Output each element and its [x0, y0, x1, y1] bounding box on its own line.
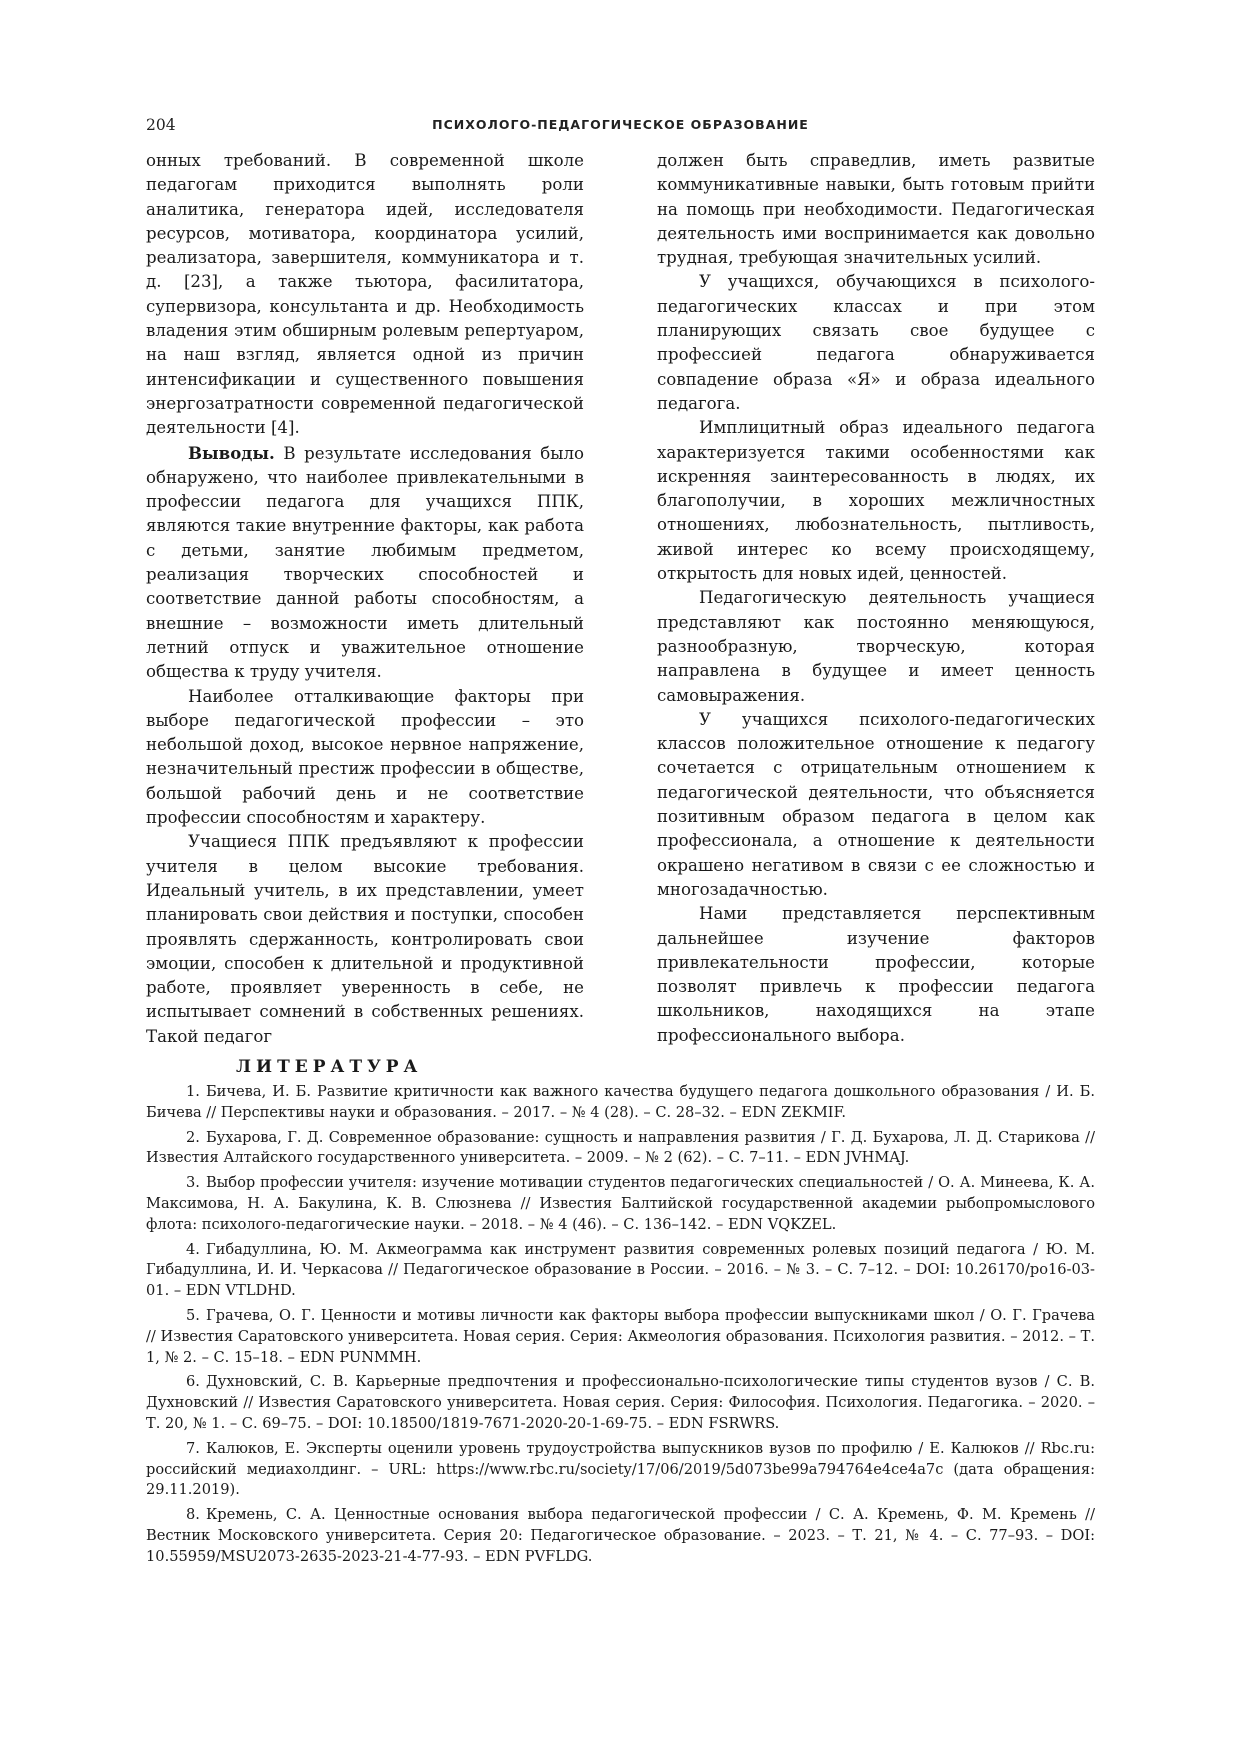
- reference-text: Грачева, О. Г. Ценности и мотивы личности как факторы выбора профессии выпускниками школ / О. Г. Грачева // Известия Саратовского университета. Новая серия. Серия: Акмеология образования. Психология развития. – 2012. – Т. 1, № 2. – С. 15–18. – EDN PUNMMH.: [146, 1306, 1095, 1366]
- reference-item: [146, 1128, 1095, 1170]
- body-text: [146, 149, 1095, 1054]
- page-number: 204: [146, 116, 176, 134]
- reference-text: Бухарова, Г. Д. Современное образование: сущность и направления развития / Г. Д. Бухарова, Л. Д. Старикова // Известия Алтайского государственного университета. – 2009. – № 2 (62). – С. 7–11. – EDN JVHMAJ.: [146, 1128, 1095, 1167]
- paragraph: должен быть справедлив, иметь развитые коммуникативные навыки, быть готовым прийти на помощь при необходимости. Педагогическая деятельность ими воспринимается как довольно трудная, требующая значительных усилий.: [657, 151, 1095, 268]
- paragraph-conclusions: [146, 441, 584, 685]
- paragraph: У учащихся психолого-педагогических классов положительное отношение к педагогу сочетается с отрицательным отношением к педагогической деятельности, что объясняется позитивным образом педагога в целом как профессионала, а отношение к деятельности окрашено негативом в связи с ее сложностью и многозадачностью.: [657, 709, 1095, 899]
- reference-text: Кремень, С. А. Ценностные основания выбора педагогической профессии / С. А. Кремень, Ф. М. Кремень // Вестник Московского университета. Серия 20: Педагогическое образование. – 2023. – Т. 21, № 4. – С. 77–93. – DOI: 10.55959/MSU2073-2635-2023-21-4-77-93. – EDN PVFLDG.: [146, 1506, 1095, 1565]
- left-column: [146, 149, 584, 1054]
- paragraph: Наиболее отталкивающие факторы при выборе педагогической профессии – это небольшой доход, высокое нервное напряжение, незначительный престиж профессии в обществе, большой рабочий день и не соответствие профессии способностям и характеру.: [146, 686, 584, 828]
- references-heading: ЛИТЕРАТУРА: [236, 1057, 423, 1077]
- paragraph: Нами представляется перспективным дальнейшее изучение факторов привлекательности профессии, которые позволят привлечь к профессии педагога школьников, находящихся на этапе профессионального выбора.: [657, 904, 1095, 1045]
- reference-number: 3.: [186, 1174, 200, 1192]
- references-list: [146, 1082, 1095, 1642]
- reference-item: [146, 1306, 1095, 1368]
- reference-item: [146, 1372, 1095, 1434]
- paragraph: Учащиеся ППК предъявляют к профессии учителя в целом высокие требования. Идеальный учитель, в их представлении, умеет планировать свои действия и поступки, способен проявлять сдержанность, контролировать свои эмоции, способен к длительной и продуктивной работе, проявляет уверенность в себе, не испытывает сомнений в собственных решениях. Такой педагог: [146, 832, 584, 1046]
- page-header: [146, 116, 1095, 140]
- reference-number: 7.: [186, 1439, 200, 1457]
- reference-number: 6.: [186, 1373, 200, 1391]
- running-title: ПСИХОЛОГО-ПЕДАГОГИЧЕСКОЕ ОБРАЗОВАНИЕ: [432, 117, 809, 132]
- reference-number: 2.: [186, 1128, 200, 1146]
- paragraph: Педагогическую деятельность учащиеся представляют как постоянно меняющуюся, разнообразную, творческую, которая направлена в будущее и имеет ценность самовыражения.: [657, 588, 1095, 705]
- reference-number: 5.: [186, 1306, 200, 1324]
- reference-item: [146, 1173, 1095, 1235]
- paragraph: Имплицитный образ идеального педагога характеризуется такими особенностями как искренняя заинтересованность в людях, их благополучии, в хороших межличностных отношениях, любознательность, пытливость, живой интерес ко всему происходящему, открытость для новых идей, ценностей.: [657, 418, 1095, 584]
- reference-text: Духновский, С. В. Карьерные предпочтения и профессионально-психологические типы студентов вузов / С. В. Духновский // Известия Саратовского университета. Новая серия. Серия: Философия. Психология. Педагогика. – 2020. – Т. 20, № 1. – С. 69–75. – DOI: 10.18500/1819-7671-2020-20-1-69-75. – EDN FSRWRS.: [146, 1373, 1095, 1432]
- paragraph-text: В результате исследования было обнаружено, что наиболее привлекательными в профессии педагога для учащихся ППК, являются такие внутренние факторы, как работа с детьми, занятие любимым предметом, реализация творческих способностей и соответствие данной работы способностям, а внешние – возможности иметь длительный летний отпуск и уважительное отношение общества к труду учителя.: [146, 443, 584, 682]
- right-column: [657, 149, 1095, 1054]
- reference-number: 1.: [186, 1083, 200, 1100]
- reference-text: Гибадуллина, Ю. М. Акмеограмма как инструмент развития современных ролевых позиций педагога / Ю. М. Гибадуллина, И. И. Черкасова // Педагогическое образование в России. – 2016. – № 3. – С. 7–12. – DOI: 10.26170/po16-03-01. – EDN VTLDHD.: [146, 1240, 1095, 1300]
- paragraph: У учащихся, обучающихся в психолого-педагогических классах и при этом планирующих связать свое будущее с профессией педагога обнаруживается совпадение образа «Я» и образа идеального педагога.: [657, 272, 1095, 413]
- reference-item: [146, 1505, 1095, 1567]
- reference-item: [146, 1439, 1095, 1501]
- reference-number: 8.: [186, 1506, 200, 1524]
- reference-number: 4.: [186, 1240, 200, 1258]
- reference-text: Бичева, И. Б. Развитие критичности как важного качества будущего педагога дошкольного образования / И. Б. Бичева // Перспективы науки и образования. – 2017. – № 4 (28). – С. 28–32. – EDN ZEKMIF.: [146, 1083, 1095, 1121]
- conclusions-heading: Выводы.: [188, 442, 275, 463]
- reference-item: [146, 1240, 1095, 1302]
- reference-text: Калюков, Е. Эксперты оценили уровень трудоустройства выпускников вузов по профилю / Е. Калюков // Rbc.ru: российский медиахолдинг. – URL: https://www.rbc.ru/society/17/06/2019/5d073be99a794764e4ce4a7c (дата обращения: 29.11.2019).: [146, 1439, 1095, 1499]
- paragraph: онных требований. В современной школе педагогам приходится выполнять роли аналитика, генератора идей, исследователя ресурсов, мотиватора, координатора усилий, реализатора, завершителя, коммуникатора и т. д. [23], а также тьютора, фасилитатора, супервизора, консультанта и др. Необходимость владения этим обширным ролевым репертуаром, на наш взгляд, является одной из причин интенсификации и существенного повышения энергозатратности современной педагогической деятельности [4].: [146, 151, 584, 438]
- reference-text: Выбор профессии учителя: изучение мотивации студентов педагогических специальностей / О. А. Минеева, К. А. Максимова, Н. А. Бакулина, К. В. Слюзнева // Известия Балтийской государственной академии рыбопромыслового флота: психолого-педагогические науки. – 2018. – № 4 (46). – С. 136–142. – EDN VQKZEL.: [146, 1174, 1095, 1233]
- reference-item: [146, 1082, 1095, 1124]
